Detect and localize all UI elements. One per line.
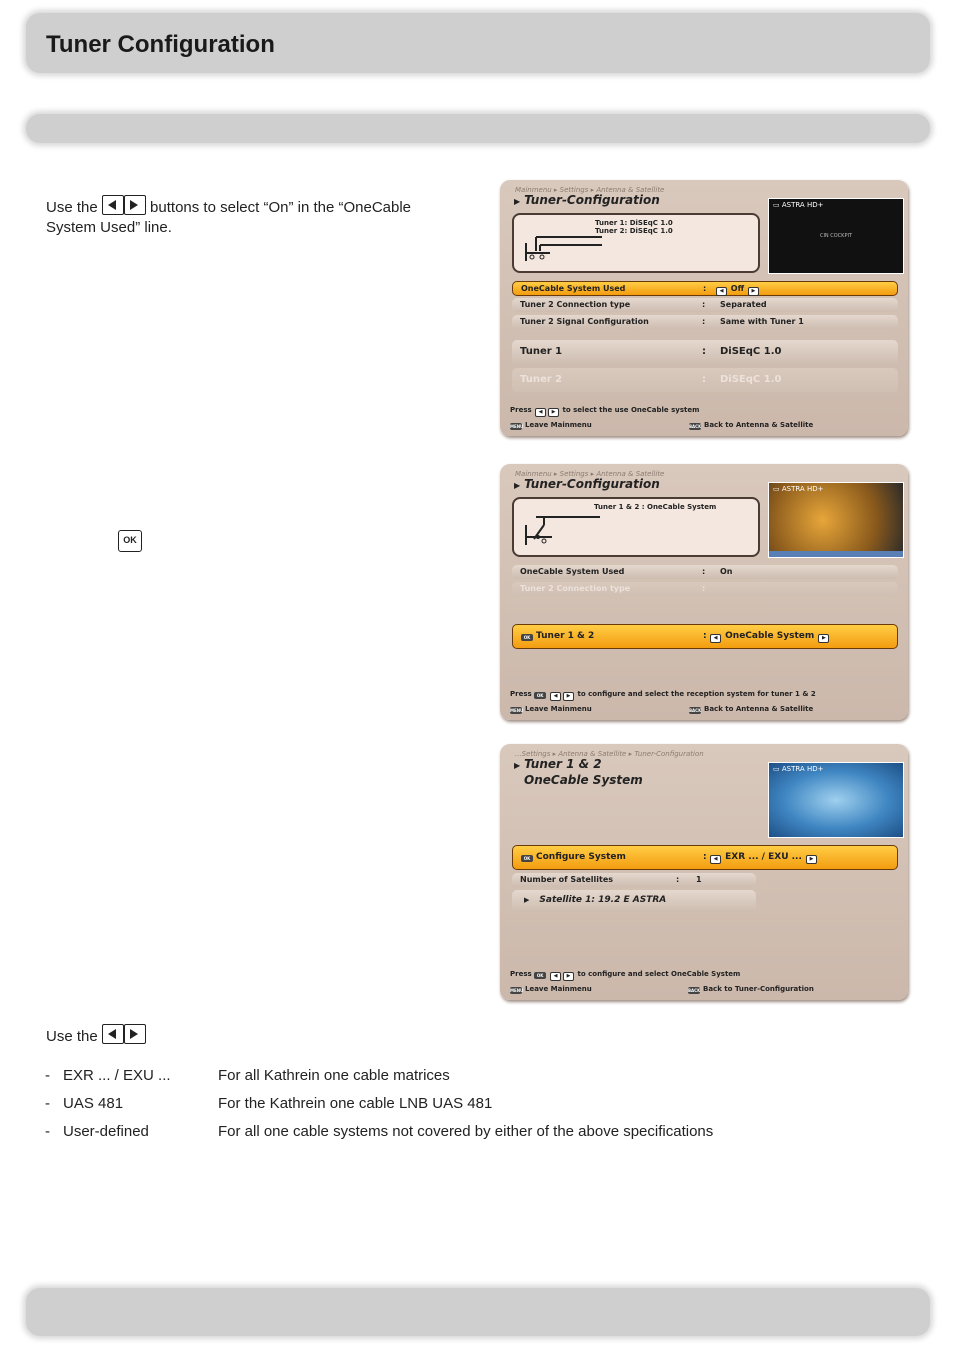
ok-icon: OK	[521, 855, 533, 862]
tuner2-row: Tuner 2 : DiSEqC 1.0	[512, 368, 898, 392]
tuner1-row[interactable]: Tuner 1 : DiSEqC 1.0	[512, 340, 898, 365]
right-arrow-icon: ▶	[748, 287, 759, 296]
tv-screen-2	[500, 464, 908, 720]
channel-label: ▭ ASTRA HD+	[773, 485, 824, 493]
breadcrumb: Mainmenu ▸ Settings ▸ Antenna & Satellite	[515, 470, 665, 478]
tv-preview	[768, 762, 904, 838]
screen-title: ▶ Tuner-Configuration	[514, 193, 660, 207]
right-arrow-key-icon	[124, 195, 146, 215]
tv-screen-3	[500, 744, 908, 1000]
back-link[interactable]: BACK Back to Antenna & Satellite	[689, 705, 814, 713]
screen-title: ▶ Tuner 1 & 2 OneCable System	[514, 757, 643, 787]
ok-icon: OK	[521, 634, 533, 641]
tuner-info-text: Tuner 1: DiSEqC 1.0 Tuner 2: DiSEqC 1.0	[595, 219, 673, 235]
tv-preview	[768, 482, 904, 558]
onecable-used-row[interactable]: OneCable System Used : ◀ Off ▶	[512, 281, 898, 296]
hint-text: Press ◀ ▶ to select the use OneCable system	[510, 406, 700, 415]
section-bar	[26, 114, 930, 143]
right-arrow-icon: ▶	[818, 634, 829, 643]
tuner-info-text: Tuner 1 & 2 : OneCable System	[594, 503, 717, 511]
leave-mainmenu[interactable]: MENU Leave Mainmenu	[510, 985, 592, 993]
left-arrow-icon: ◀	[716, 287, 727, 296]
leave-mainmenu[interactable]: MENU Leave Mainmenu	[510, 705, 592, 713]
tv-preview	[768, 198, 904, 274]
tuner-connection-icon	[522, 507, 602, 547]
configure-system-row[interactable]: OK Configure System : ◀ EXR ... / EXU ... ▶	[512, 845, 898, 870]
screen-title: ▶ Tuner-Configuration	[514, 477, 660, 491]
left-arrow-icon: ◀	[710, 634, 721, 643]
satellite-item[interactable]: ▶ Satellite 1: 19.2 E ASTRA	[512, 890, 756, 912]
right-arrow-icon: ▶	[806, 855, 817, 864]
onecable-used-row[interactable]: OneCable System Used : On	[512, 565, 898, 579]
tuner-info-box	[512, 213, 760, 273]
instruction-step3: Use the	[46, 1024, 146, 1047]
channel-label: ▭ ASTRA HD+	[773, 765, 824, 773]
signal-config-row[interactable]: Tuner 2 Signal Configuration : Same with Tuner 1	[512, 315, 898, 329]
right-arrow-key-icon	[124, 1024, 146, 1044]
hint-text: Press OK ◀ ▶ to configure and select OneCable System	[510, 970, 741, 979]
tv-screen-1	[500, 180, 908, 436]
breadcrumb: Mainmenu ▸ Settings ▸ Antenna & Satellite	[515, 186, 665, 194]
left-arrow-key-icon	[102, 1024, 124, 1044]
left-arrow-key-icon	[102, 195, 124, 215]
left-arrow-icon: ◀	[710, 855, 721, 864]
back-link[interactable]: BACK Back to Tuner-Configuration	[688, 985, 814, 993]
leave-mainmenu[interactable]: MENU Leave Mainmenu	[510, 421, 592, 429]
tuner-info-box	[512, 497, 760, 557]
channel-label: ▭ ASTRA HD+	[773, 201, 824, 209]
tuner-connection-icon	[522, 223, 602, 263]
connection-type-row[interactable]: Tuner 2 Connection type : Separated	[512, 298, 898, 312]
hint-text: Press OK ◀ ▶ to configure and select the reception system for tuner 1 & 2	[510, 690, 816, 699]
preview-text: CIN COCKPIT	[819, 233, 853, 239]
chevron-right-icon: ▶	[524, 896, 530, 904]
tuner12-row[interactable]: OK Tuner 1 & 2 : ◀ OneCable System ▶	[512, 624, 898, 649]
satellite-count-row[interactable]: Number of Satellites : 1	[512, 873, 756, 887]
instruction-step1: Use the buttons to select “On” in the “OneCable System Used” line.	[46, 195, 454, 238]
footer-bar	[26, 1288, 930, 1336]
page-title: Tuner Configuration	[46, 31, 275, 58]
connection-type-row: Tuner 2 Connection type :	[512, 582, 898, 596]
breadcrumb: ...Settings ▸ Antenna & Satellite ▸ Tuner-Configuration	[515, 750, 704, 758]
ok-key-icon: OK	[118, 530, 142, 552]
back-link[interactable]: BACK Back to Antenna & Satellite	[689, 421, 814, 429]
